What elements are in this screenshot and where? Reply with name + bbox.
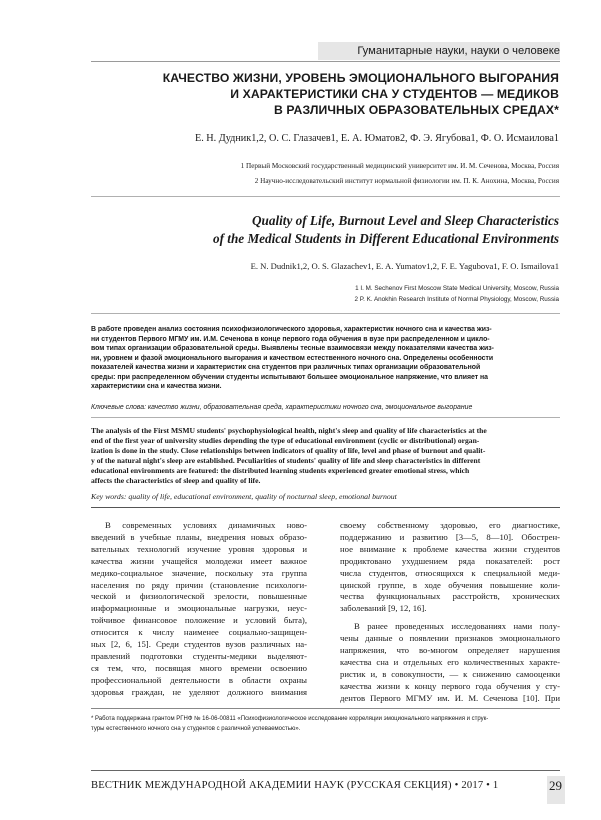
body-line: относится к числу наименее социально-защищен- [91,627,307,638]
body-line: введений в учебные планы, внедрения новых образо- [91,531,307,542]
header-divider [91,61,560,62]
keywords-en: Key words: quality of life, educational environment, quality of nocturnal sleep, emotional burnout [91,492,397,501]
body-line: правлений подготовки студенты-медики выделяют- [91,650,307,661]
ru-title-line: И ХАРАКТЕРИСТИКИ СНА У СТУДЕНТОВ — МЕДИКОВ [230,87,559,101]
abstract-en-line: affects the characteristics of sleep and quality of life. [91,476,261,485]
body-line: продиктовано ухудшением ряда показателей: рост [340,555,560,566]
abstract-en-line: educational environments are featured: the distributed learning students experienced greater emotional stress, which [91,466,470,475]
abstract-ru-line: характеристики сна и качества жизни. [91,383,222,390]
divider [91,196,560,197]
ru-authors [195,133,559,144]
body-line: ристик и, в совокупности, — к снижению самооценки [340,668,560,679]
body-line: чены данные о появлении признаков эмоционального [340,633,560,644]
ru-affiliation: 2 Научно-исследовательский институт нормальной физиологии им. П. К. Анохина, Москва, Россия [254,177,559,185]
body-line: чества функциональных расстройств, хронических [340,591,560,602]
body-line: населения по ряду причин (становление психологи- [91,579,307,590]
footnote-line: туры естественного ночного сна у студентов с различной успеваемостью». [91,726,301,732]
body-line: профессиональной деятельности в области охраны [91,674,307,685]
body-right-column [340,520,560,705]
footnote-line: * Работа поддержана грантом РГНФ № 16-06-00811 «Психофизиологическое исследование корреляции эмоционального напряжения и струк- [91,716,489,722]
abstract-en-line: ization is done in the study. Close relationships between indicators of quality of life, level and phase of burnout and qualit- [91,446,486,455]
body-left-column [91,520,307,699]
body-line: ных [2, 6, 15]. Среди студентов вузов различных на- [91,639,307,650]
body-line: своему собственному здоровью, его диагностике, [340,520,560,530]
body-line: качества жизни учащейся молодежи имеет важное [91,555,307,566]
page-number: 29 [549,778,562,793]
keywords-ru: Ключевые слова: качество жизни, образовательная среда, характеристики ночного сна, эмоциональное выгорание [91,404,473,411]
ru-title-line: КАЧЕСТВО ЖИЗНИ, УРОВЕНЬ ЭМОЦИОНАЛЬНОГО ВЫГОРАНИЯ [162,71,559,85]
body-line: цинской группе, в ходе обучения повышение коли- [340,579,560,590]
abstract-ru-line: среды: при распределенном обучении студенты испытывают большее эмоциональное напряжение, что влияет на [91,373,488,381]
body-line: напряжения, что во-многом определяет нарушения [340,645,560,656]
divider [91,417,560,418]
body-line: здоровья граждан, не уделяют должного внимания [91,686,307,697]
ru-affiliation: 1 Первый Московский государственный медицинский университет им. И. М. Сеченова, Москва, Россия [240,162,559,170]
body-line: медико-социальное значение, поскольку эта группа [91,567,307,578]
body-line: информационные и эмоциональные нагрузки, неус- [91,603,307,614]
divider [91,313,560,314]
body-line: дентов Первого МГМУ им. И. М. Сеченова [10]. При [340,692,560,703]
body-line: В современных условиях динамичных ново- [105,520,307,530]
en-authors: E. N. Dudnik1,2, O. S. Glazachev1, E. A. Yumatov1,2, F. E. Yagubova1, F. O. Ismailova1 [250,261,559,271]
abstract-en-line: The analysis of the First MSMU students' psychophysiological health, night's sleep and quality of life characteristics at the [91,426,487,435]
abstract-ru-line: показателей качества жизни и характеристик сна студентов при различных типах организации образовательной [91,364,481,371]
divider [91,507,560,508]
footnote-divider [91,708,560,709]
en-affiliation: 1 I. M. Sechenov First Moscow State Medical University, Moscow, Russia [355,285,559,292]
body-line: качества сна и отдельных его количественных характе- [340,656,560,667]
body-line: поддержанию и развитию [3—5, 8—10]. Обостpен- [340,531,560,542]
abstract-ru-line: В работе проведен анализ состояния психофизиологического здоровья, характеристик ночного сна и качества жиз- [91,326,492,333]
en-affiliation: 2 P. K. Anokhin Research Institute of Normal Physiology, Moscow, Russia [354,296,559,303]
body-line: ся тем, что, посвящая много времени освоению [91,662,307,673]
body-line: качества жизни к концу первого года обучения у сту- [340,680,560,691]
abstract-ru-line: вом типах организации образовательной среды. Выявлены тесные взаимосвязи между показателями качества жиз- [91,345,494,352]
ru-authors-text: Е. Н. Дудник1,2, О. С. Глазачев1, Е. А. Юматов2, Ф. Э. Ягубова1, Ф. О. Исмаилова1 [194,133,559,144]
body-line: ческой и физиологической зрелости, повышенные [91,591,307,602]
en-title-line: Quality of Life, Burnout Level and Sleep Characteristics [252,213,559,228]
body-line: В ранее проведенных исследованиях нами полу- [354,621,560,632]
en-title-line: of the Medical Students in Different Educational Environments [213,231,559,246]
abstract-ru-line: ни, уровнем и фазой эмоционального выгорания и качеством естественного ночного сна. Определены особенности [91,354,494,362]
body-line: тойчивое финансовое положение и условий быта), [91,615,307,626]
footer-divider [91,770,560,771]
body-line: ное внимание к проблеме качества жизни студентов [340,543,560,554]
journal-footer: ВЕСТНИК МЕЖДУНАРОДНОЙ АКАДЕМИИ НАУК (РУССКАЯ СЕКЦИЯ) • 2017 • 1 [91,780,499,791]
body-line: вательных технологий изучение уровня здоровья и [91,543,307,554]
ru-title-line: В РАЗЛИЧНЫХ ОБРАЗОВАТЕЛЬНЫХ СРЕДАХ* [274,103,559,117]
abstract-ru-line: ни студентов Первого МГМУ им. И.М. Сеченова в конце первого года обучения в вузе при распределенном и цикло- [91,335,490,343]
abstract-en-line: y of the natural night's sleep are established. Peculiarities of students' quality of life and sleep characteristics in different [91,456,481,465]
abstract-en-line: end of the first year of university studies depending the type of educational environment (cyclic or distributional) organ- [91,436,480,445]
section-header-title: Гуманитарные науки, науки о человеке [357,45,560,57]
body-line: числа студентов, относящихся к специальной меди- [340,567,560,578]
body-line: заболеваний [9, 12, 16]. [340,603,427,614]
